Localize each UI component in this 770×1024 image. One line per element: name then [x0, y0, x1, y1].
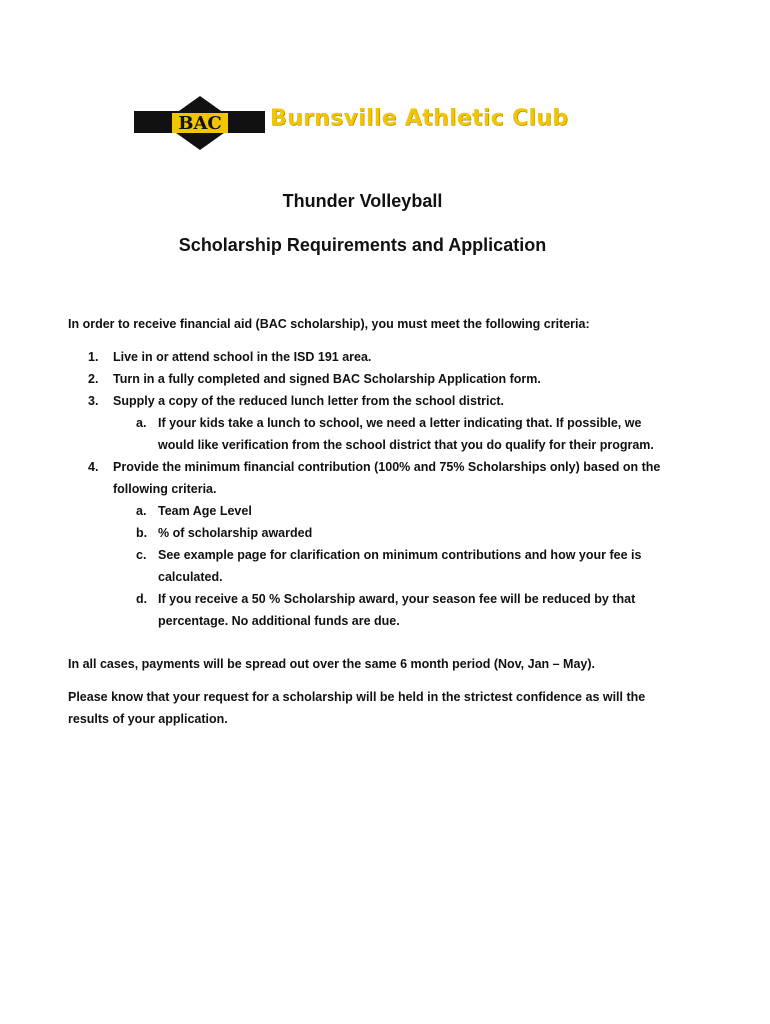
confidentiality-note: Please know that your request for a scholarship will be held in the strictest confidence as will the results of your application.	[68, 690, 646, 726]
bac-diamond-logo	[132, 94, 267, 154]
criteria-item: 3. Supply a copy of the reduced lunch letter from the school district. a. If your kids take a lunch to school, we need a letter indicating that. If possible, we would like verification from the school district that you do qualify for their program.	[68, 390, 668, 456]
sub-criteria-item: a. If your kids take a lunch to school, we need a letter indicating that. If possible, we would like verification from the school district that you do qualify for their program.	[136, 416, 654, 452]
page-subtitle: Scholarship Requirements and Application	[178, 235, 547, 255]
sub-criteria-list	[113, 500, 668, 632]
club-name: Burnsville Athletic Club	[270, 106, 569, 131]
criteria-item: 2. Turn in a fully completed and signed BAC Scholarship Application form.	[88, 372, 541, 386]
sub-criteria-item: c. See example page for clarification on minimum contributions and how your fee is calculated.	[136, 548, 642, 584]
sub-criteria-item: b. % of scholarship awarded	[136, 526, 313, 540]
criteria-item: 1. Live in or attend school in the ISD 191 area.	[88, 350, 372, 364]
club-logo	[132, 94, 612, 154]
intro-text: In order to receive financial aid (BAC scholarship), you must meet the following criteria:	[68, 317, 590, 331]
criteria-item: 4. Provide the minimum financial contribution (100% and 75% Scholarships only) based on the following criteria. a. Team Age Level b. % of scholarship awarded c. See example page for clarification on minimum contributions and how your fee is calculated. d. If you receive a 50 % Scholarship award, your season fee will be reduced by that percentage. No additional funds are due.	[68, 456, 668, 632]
page-title: Thunder Volleyball	[282, 191, 443, 211]
sub-criteria-list	[113, 412, 668, 456]
payment-note: In all cases, payments will be spread out over the same 6 month period (Nov, Jan – May).	[68, 657, 596, 671]
sub-criteria-item: a. Team Age Level	[136, 504, 252, 518]
criteria-list	[68, 346, 668, 632]
sub-criteria-item: d. If you receive a 50 % Scholarship award, your season fee will be reduced by that percentage. No additional funds are due.	[136, 592, 636, 628]
logo-abbr: BAC	[178, 113, 222, 134]
